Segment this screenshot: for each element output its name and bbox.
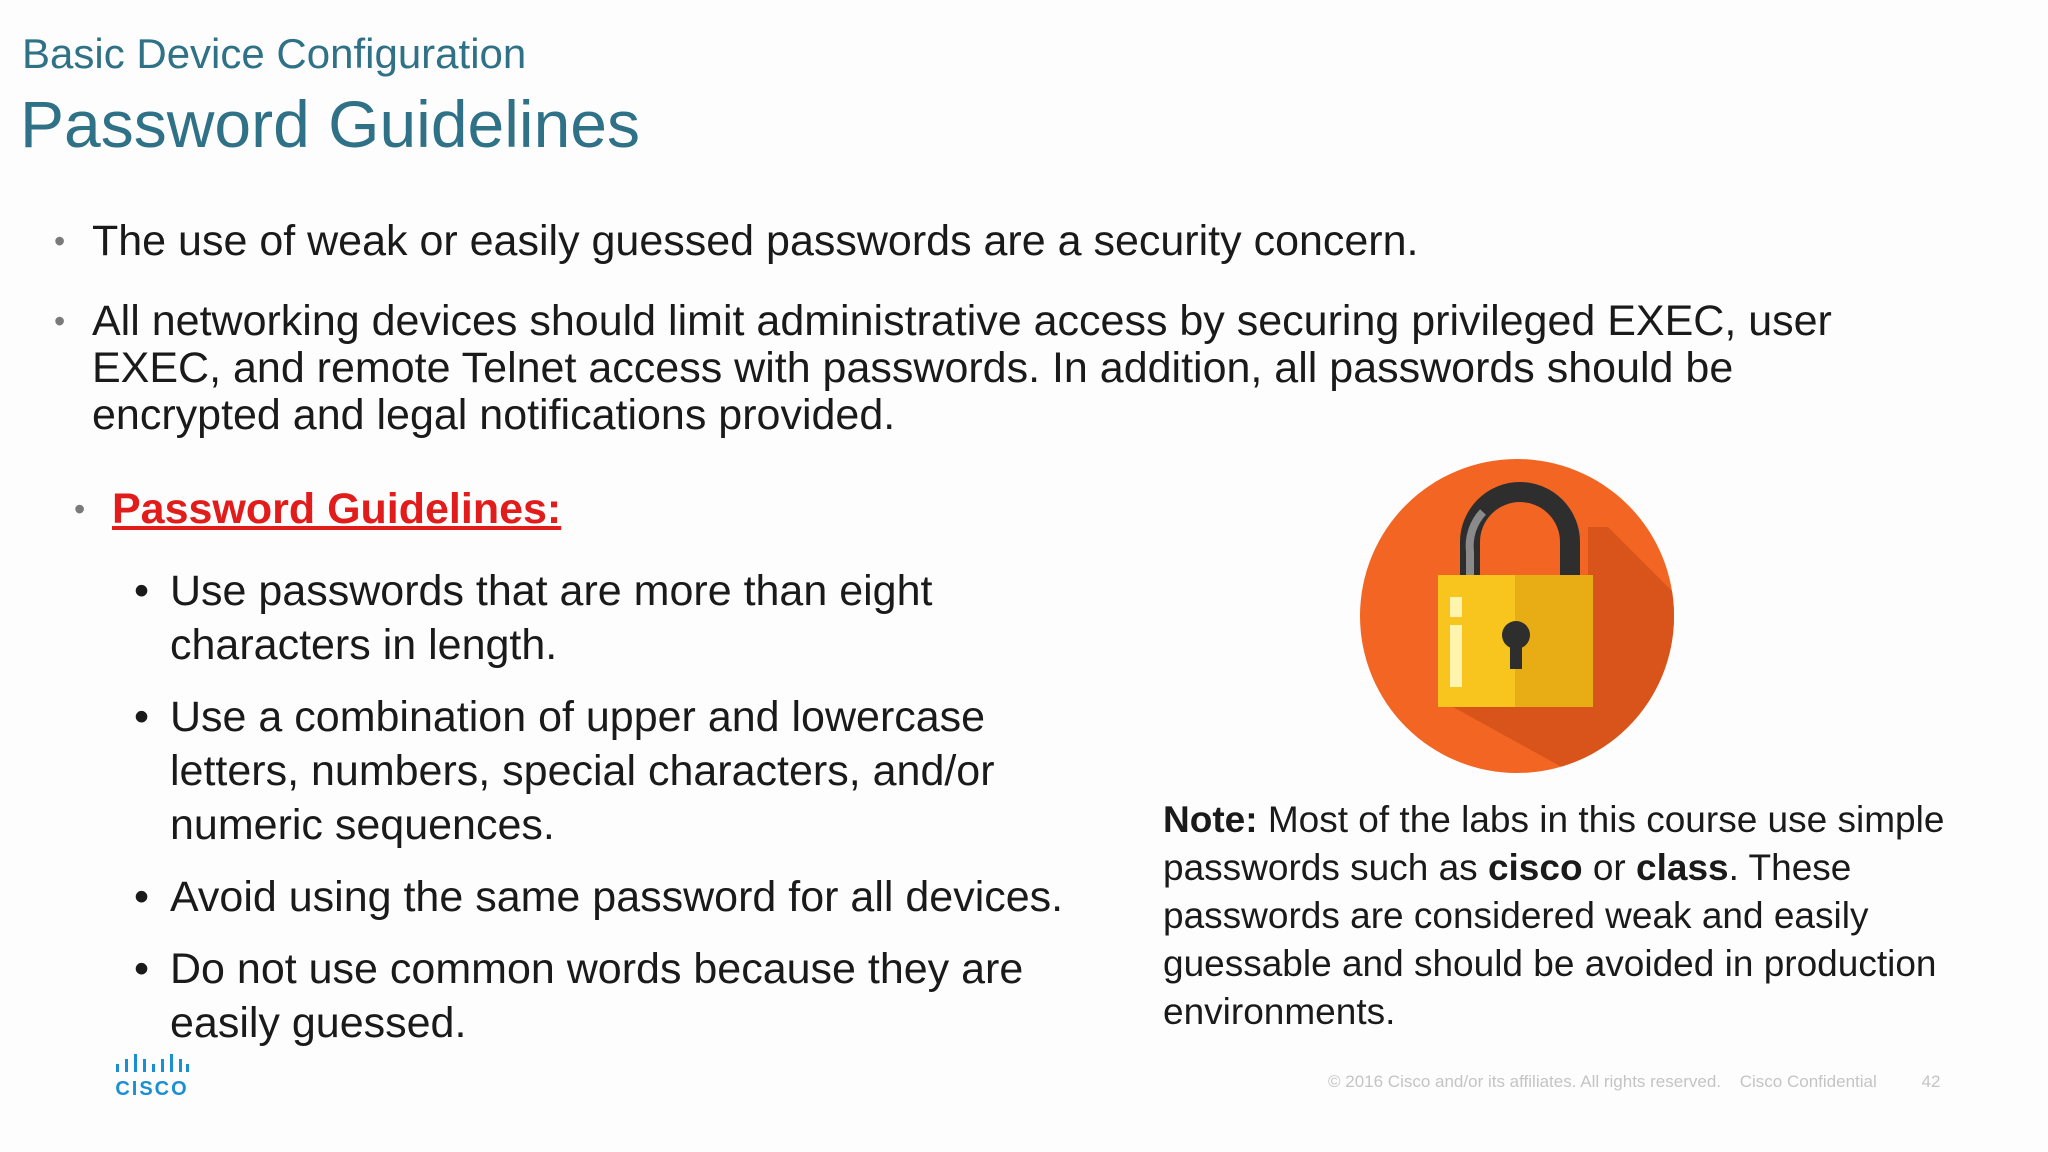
- bullet-dot: •: [134, 873, 150, 921]
- bullet-limit-access: [54, 297, 1912, 439]
- guideline-text: Use passwords that are more than eight characters in length.: [170, 567, 933, 669]
- bullet-text: The use of weak or easily guessed passwords are a security concern.: [92, 217, 1419, 265]
- guideline-text: Avoid using the same password for all devices.: [170, 873, 1064, 921]
- slide-title: Password Guidelines: [20, 87, 640, 161]
- bullet-dot: •: [54, 303, 66, 339]
- padlock-icon: [1358, 457, 1676, 775]
- bullet-dot: •: [74, 491, 86, 527]
- guideline-text: Do not use common words because they are easily guessed.: [170, 945, 1024, 1047]
- note-word-cisco: cisco: [1487, 847, 1583, 888]
- guideline-text: Use a combination of upper and lowercase letters, numbers, special characters, and/or numeric sequences.: [170, 693, 995, 849]
- guideline-item: [134, 942, 1120, 1050]
- page-number: 42: [1921, 1072, 1941, 1091]
- note-part1: Most of the labs in this course use simple passwords such as: [1163, 799, 1945, 888]
- note-label: Note:: [1163, 799, 1258, 840]
- bullet-weak-passwords: [54, 217, 1912, 265]
- bullet-dot: •: [134, 567, 150, 615]
- slide-subtitle: Basic Device Configuration: [22, 30, 527, 77]
- bullet-dot: •: [134, 945, 150, 993]
- note-part3: . These passwords are considered weak and easily guessable and should be avoided in production environments.: [1163, 847, 1937, 1032]
- guideline-item: [134, 564, 1120, 672]
- note-word-class: class: [1636, 847, 1729, 888]
- guidelines-heading: Password Guidelines:: [112, 485, 562, 533]
- bullet-password-guidelines: [74, 485, 562, 533]
- guideline-item: [134, 870, 1170, 924]
- guideline-item: [134, 690, 1120, 852]
- footer-confidential: Cisco Confidential: [1739, 1072, 1877, 1091]
- cisco-bars-icon: [114, 1054, 190, 1076]
- cisco-logo-text: CISCO: [115, 1078, 189, 1100]
- note-part2: or: [1582, 847, 1637, 888]
- footer-copyright: © 2016 Cisco and/or its affiliates. All rights reserved.: [1328, 1072, 1722, 1091]
- footer: [1328, 1072, 1954, 1092]
- bullet-dot: •: [134, 693, 150, 741]
- note-text: [1163, 796, 2013, 1036]
- bullet-text: All networking devices should limit administrative access by securing privileged EXEC, user EXEC, and remote Telnet access with passwords. In addition, all passwords should be encrypted and legal notifications provided.: [92, 297, 1832, 439]
- bullet-dot: •: [54, 223, 66, 259]
- cisco-logo: [110, 1054, 194, 1098]
